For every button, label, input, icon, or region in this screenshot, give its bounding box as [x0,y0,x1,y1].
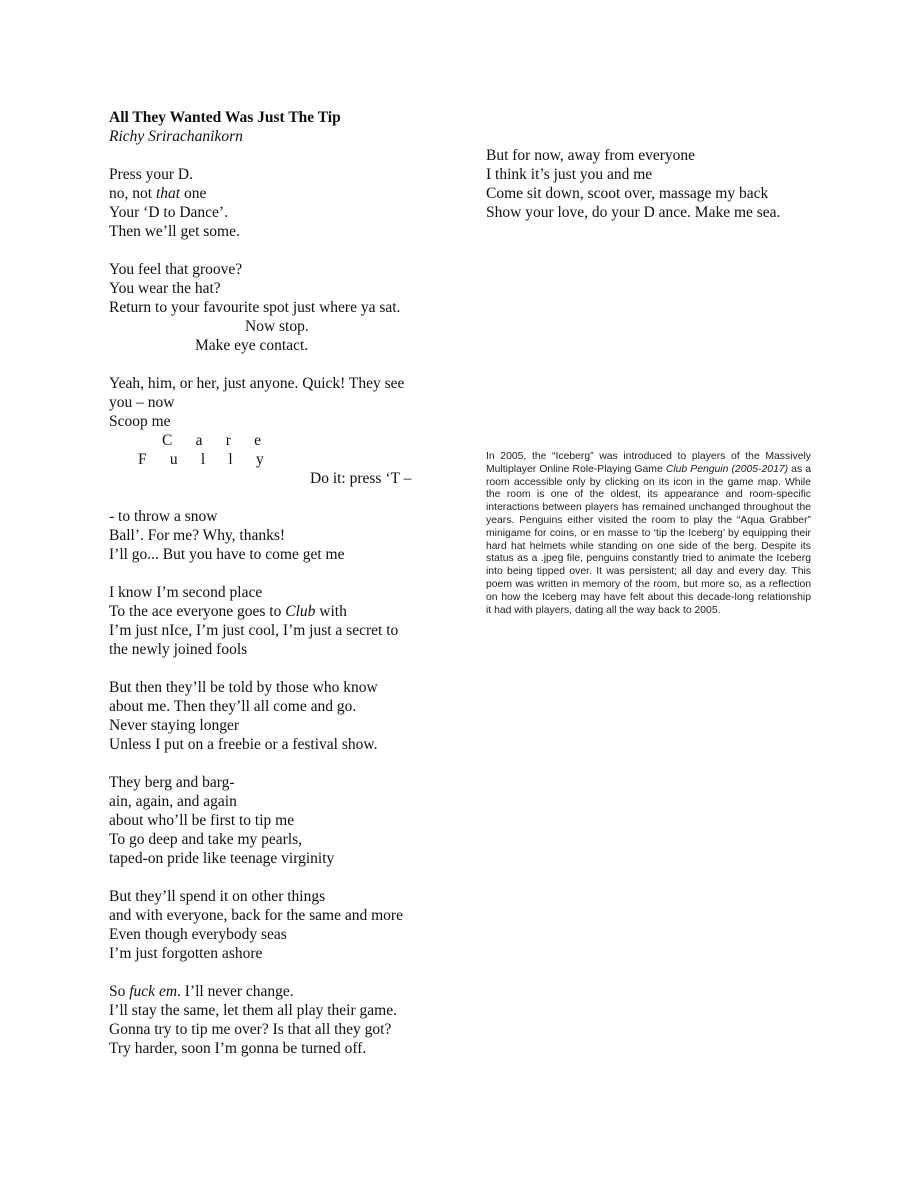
poem-left-column [109,108,449,1058]
poem-line: Unless I put on a freebie or a festival show. [109,736,378,753]
poem-line: C a r e [162,432,262,449]
poem-line: Your ‘D to Dance’. [109,204,228,221]
poem-line: I think it’s just you and me [486,166,653,183]
poem-line: But then they’ll be told by those who know [109,679,378,696]
poem-line: Scoop me [109,413,171,430]
poem-line: taped-on pride like teenage virginity [109,850,335,867]
poem-line: I’ll go... But you have to come get me [109,546,345,563]
poem-right-column [486,146,816,222]
poem-line: You wear the hat? [109,280,221,297]
author-note: In 2005, the “Iceberg” was introduced to players of the Massively Multiplayer Online Role-Playing Game Club Penguin (2005-2017) as a room accessible only by clicking on its icon in the game map. While the room is one of the oldest, its appearance and room-specific interactions between players has remained unchanged throughout the years. Penguins either visited the room to play the “Aqua Grabber” minigame for coins, or en masse to ‘tip the Iceberg’ by equipping their hard hat helmets while standing on one side of the berg. Despite its status as a .jpeg file, penguins constantly tried to animate the Iceberg into being tipped over. It was persistent; all day and every day. This poem was written in memory of the room, but more so, as a reflection on how the Iceberg may have felt about this decade-long relationship it had with players, dating all the way back to 2005. [486,451,812,616]
poem-line: Press your D. [109,166,193,183]
poem-line: They berg and barg- [109,774,235,791]
poem-line: So fuck em. I’ll never change. [109,983,294,1000]
poem-line: Make eye contact. [195,337,309,354]
poem-line: Gonna try to tip me over? Is that all they got? [109,1021,392,1038]
poem-line: I’m just nIce, I’m just cool, I’m just a secret to [109,622,399,639]
poem-line: Even though everybody seas [109,926,287,943]
poem-line: the newly joined fools [109,641,248,658]
poem-line: I’ll stay the same, let them all play their game. [109,1002,397,1019]
poem-line: Return to your favourite spot just where ya sat. [109,299,401,316]
poem-line: and with everyone, back for the same and more [109,907,403,924]
poem-line: I’m just forgotten ashore [109,945,263,962]
poem-line: about who’ll be first to tip me [109,812,295,829]
poem-line: you – now [109,394,175,411]
poem-line: Now stop. [245,318,309,335]
poem-line: Ball’. For me? Why, thanks! [109,527,286,544]
poem-title: All They Wanted Was Just The Tip [109,109,341,126]
poem-line: But for now, away from everyone [486,147,696,164]
poem-line: I know I’m second place [109,584,263,601]
poem-line: But they’ll spend it on other things [109,888,326,905]
poem-line: To go deep and take my pearls, [109,831,303,848]
poem-line: Yeah, him, or her, just anyone. Quick! They see [109,375,405,392]
poem-line: Never staying longer [109,717,239,734]
poem-line: Then we’ll get some. [109,223,240,240]
poem-line: - to throw a snow [109,508,218,525]
poem-line: ain, again, and again [109,793,237,810]
poem-author: Richy Srirachanikorn [109,128,243,145]
poem-line: You feel that groove? [109,261,243,278]
poem-line: about me. Then they’ll all come and go. [109,698,357,715]
poem-line: F u l l y [138,451,264,468]
poem-line: no, not that one [109,185,207,202]
poem-line: To the ace everyone goes to Club with [109,603,347,620]
poem-line: Come sit down, scoot over, massage my back [486,185,769,202]
poem-line: Show your love, do your D ance. Make me sea. [486,204,781,221]
poem-line: Do it: press ‘T – [310,470,412,487]
poem-line: Try harder, soon I’m gonna be turned off. [109,1040,367,1057]
